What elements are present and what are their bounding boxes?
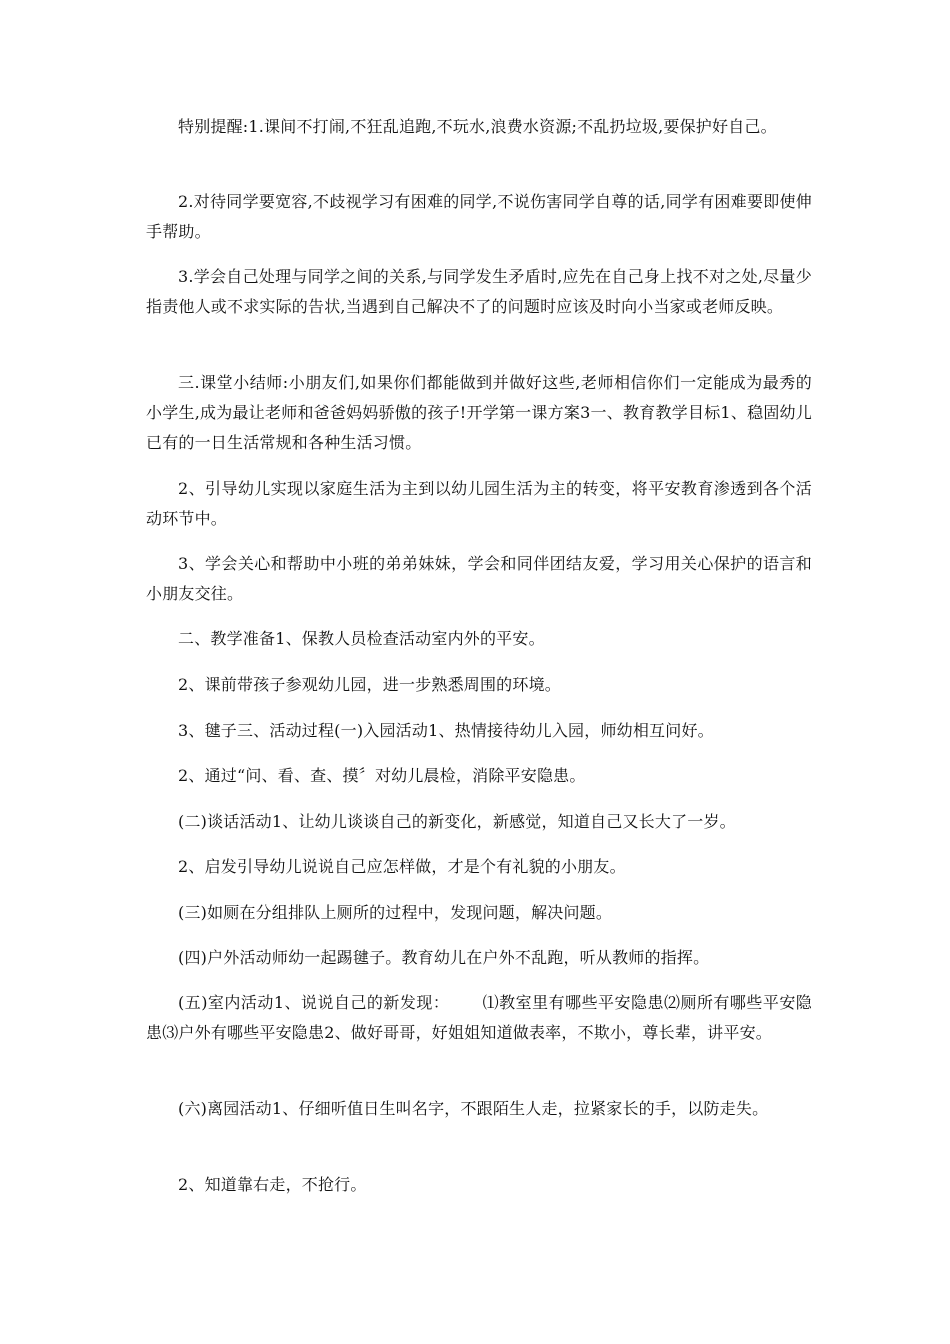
paragraph-restroom: (三)如厕在分组排队上厕所的过程中，发现问题，解决问题。: [178, 903, 613, 922]
paragraph-arrival-activity: 3、毽子三、活动过程(一)入园活动1、热情接待幼儿入园，师幼相互问好。: [178, 721, 714, 740]
paragraph-guide-transition: 2、引导幼儿实现以家庭生活为主到以幼儿园生活为主的转变，将平安教育渗透到各个活动环节中。: [146, 479, 812, 528]
paragraph-outdoor-activity: (四)户外活动师幼一起踢毽子。教育幼儿在户外不乱跑，听从教师的指挥。: [178, 948, 710, 967]
paragraph-visit-kindergarten: 2、课前带孩子参观幼儿园，进一步熟悉周围的环境。: [178, 675, 561, 694]
paragraph-tolerance: 2.对待同学要宽容,不歧视学习有困难的同学,不说伤害同学自尊的话,同学有困难要即使伸手帮助。: [146, 192, 812, 241]
paragraph-morning-check: 2、通过“问、看、查、摸〞对幼儿晨检，消除平安隐患。: [178, 766, 586, 785]
paragraph-special-reminder: 特别提醒:1.课间不打闹,不狂乱追跑,不玩水,浪费水资源;不乱扔垃圾,要保护好自己。: [178, 117, 777, 136]
paragraph-leaving-activity: (六)离园活动1、仔细听值日生叫名字，不跟陌生人走，拉紧家长的手，以防走失。: [178, 1099, 769, 1118]
paragraph-relationships: 3.学会自己处理与同学之间的关系,与同学发生矛盾时,应先在自己身上找不对之处,尽量少指责他人或不求实际的告状,当遇到自己解决不了的问题时应该及时向小当家或老师反映。: [146, 267, 812, 316]
paragraph-polite-child: 2、启发引导幼儿说说自己应怎样做，才是个有礼貌的小朋友。: [178, 857, 626, 876]
paragraph-care-younger: 3、学会关心和帮助中小班的弟弟妹妹，学会和同伴团结友爱，学习用关心保护的语言和小朋友交往。: [146, 554, 812, 603]
paragraph-keep-right: 2、知道靠右走，不抢行。: [178, 1175, 367, 1194]
paragraph-talk-activity: (二)谈话活动1、让幼儿谈谈自己的新变化，新感觉，知道自己又长大了一岁。: [178, 812, 736, 831]
paragraph-preparation: 二、教学准备1、保教人员检查活动室内外的平安。: [178, 629, 545, 648]
paragraph-class-summary: 三.课堂小结师:小朋友们,如果你们都能做到并做好这些,老师相信你们一定能成为最秀的小学生,成为最让老师和爸爸妈妈骄傲的孩子!开学第一课方案3一、教育教学目标1、稳固幼儿已有的一日生活常规和各种生活习惯。: [146, 373, 812, 452]
paragraph-indoor-activity: (五)室内活动1、说说自己的新发现： ⑴教室里有哪些平安隐患⑵厕所有哪些平安隐患⑶户外有哪些平安隐患2、做好哥哥，好姐姐知道做表率，不欺小，尊长辈，讲平安。: [146, 993, 812, 1042]
